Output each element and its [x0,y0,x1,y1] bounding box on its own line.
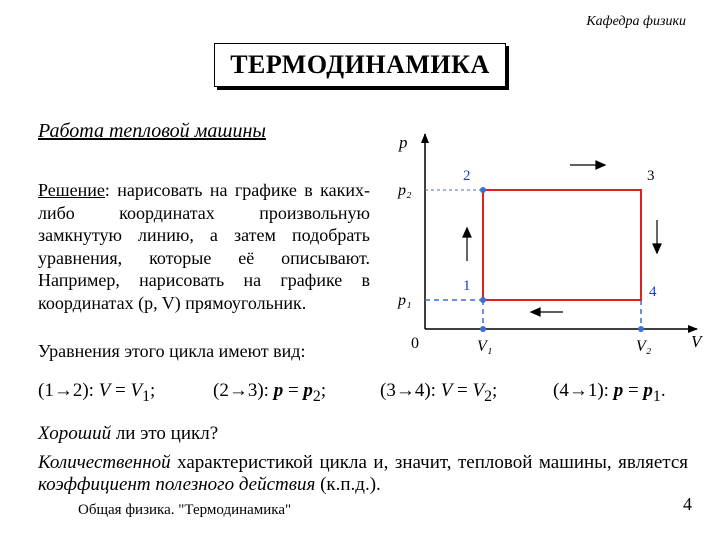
equation-process: (3→4): [380,380,441,401]
arrow-right-head [596,161,605,169]
solution-paragraph [38,179,370,314]
point-4-label: 4 [649,284,657,300]
equation-end: ; [150,380,156,401]
equation-equals: = [110,380,131,401]
page-number: 4 [683,494,692,514]
equation-equals: = [452,380,473,401]
equation-end: ; [492,380,498,401]
equation-subscript: 2 [484,387,493,405]
question-emphasis: Хороший [38,423,112,444]
equation-rhs: p [303,380,313,401]
paragraph-part-a: Количественной [38,452,171,473]
equation-lhs: V [98,380,111,401]
footer-text: Общая физика. "Термодинамика" [78,502,292,518]
cycle-rectangle [483,190,641,300]
section-subtitle: Работа тепловой машины [38,120,266,142]
equation-2-3 [213,380,326,406]
equation-rhs: p [643,380,653,401]
direction-arrows [463,161,661,316]
axis-p-label: p [399,133,408,152]
arrow-left-head [531,308,540,316]
point-2-marker [480,187,486,193]
equation-1-2 [38,380,155,406]
equation-end: ; [320,380,327,401]
equation-rhs: V [130,380,143,401]
arrow-up-head [463,228,471,237]
equation-lhs: p [613,380,624,401]
point-1-label: 1 [463,278,471,294]
equations-intro: Уравнения этого цикла имеют вид: [38,341,306,361]
point-3-label: 3 [647,168,655,184]
equation-4-1 [553,380,666,406]
equation-process: (1→2): [38,380,99,401]
tick-v1-label: V₁ [477,338,493,355]
equation-subscript: 1 [652,387,661,405]
equation-rhs: V [472,380,485,401]
tick-v2-label: V₂ [636,338,652,355]
origin-label: 0 [411,335,419,352]
paragraph-part-d: (к.п.д.). [315,474,381,495]
pv-diagram [385,128,710,360]
question-rest: ли это цикл? [111,423,219,444]
equation-process: (4→1): [553,380,614,401]
solution-label: Решение [38,180,105,200]
equation-process: (2→3): [213,380,274,401]
point-1-marker [480,297,486,303]
equation-3-4 [380,380,497,406]
tick-p1-label: p₁ [398,292,412,309]
v1-tick-marker [480,326,486,332]
equation-subscript: 1 [142,387,151,405]
equation-equals: = [623,380,644,401]
paragraph-part-b: характеристикой цикла и, значит, тепловой машины, является [170,452,688,473]
axis-v-label: V [691,332,702,351]
solution-text: : нарисовать на графике в каких-либо координатах произвольную замкнутую линию, а затем подобрать уравнения, которые её описывают. Например, нарисовать на графике в координатах (p, V) прямоугольник. [38,180,370,313]
paragraph-part-c: коэффициент полезного действия [38,474,316,495]
point-2-label: 2 [463,168,471,184]
question-line [38,423,218,445]
tick-p2-label: p₂ [398,182,412,199]
efficiency-paragraph [38,452,688,496]
equation-lhs: p [273,380,284,401]
v2-tick-marker [638,326,644,332]
slide-title-box [214,43,506,87]
equation-lhs: V [440,380,453,401]
equation-end: . [660,380,666,401]
equation-subscript: 2 [312,387,321,405]
department-label: Кафедра физики [586,14,686,29]
arrow-down-head [653,244,661,253]
equation-equals: = [283,380,304,401]
slide-title: ТЕРМОДИНАМИКА [230,50,490,79]
